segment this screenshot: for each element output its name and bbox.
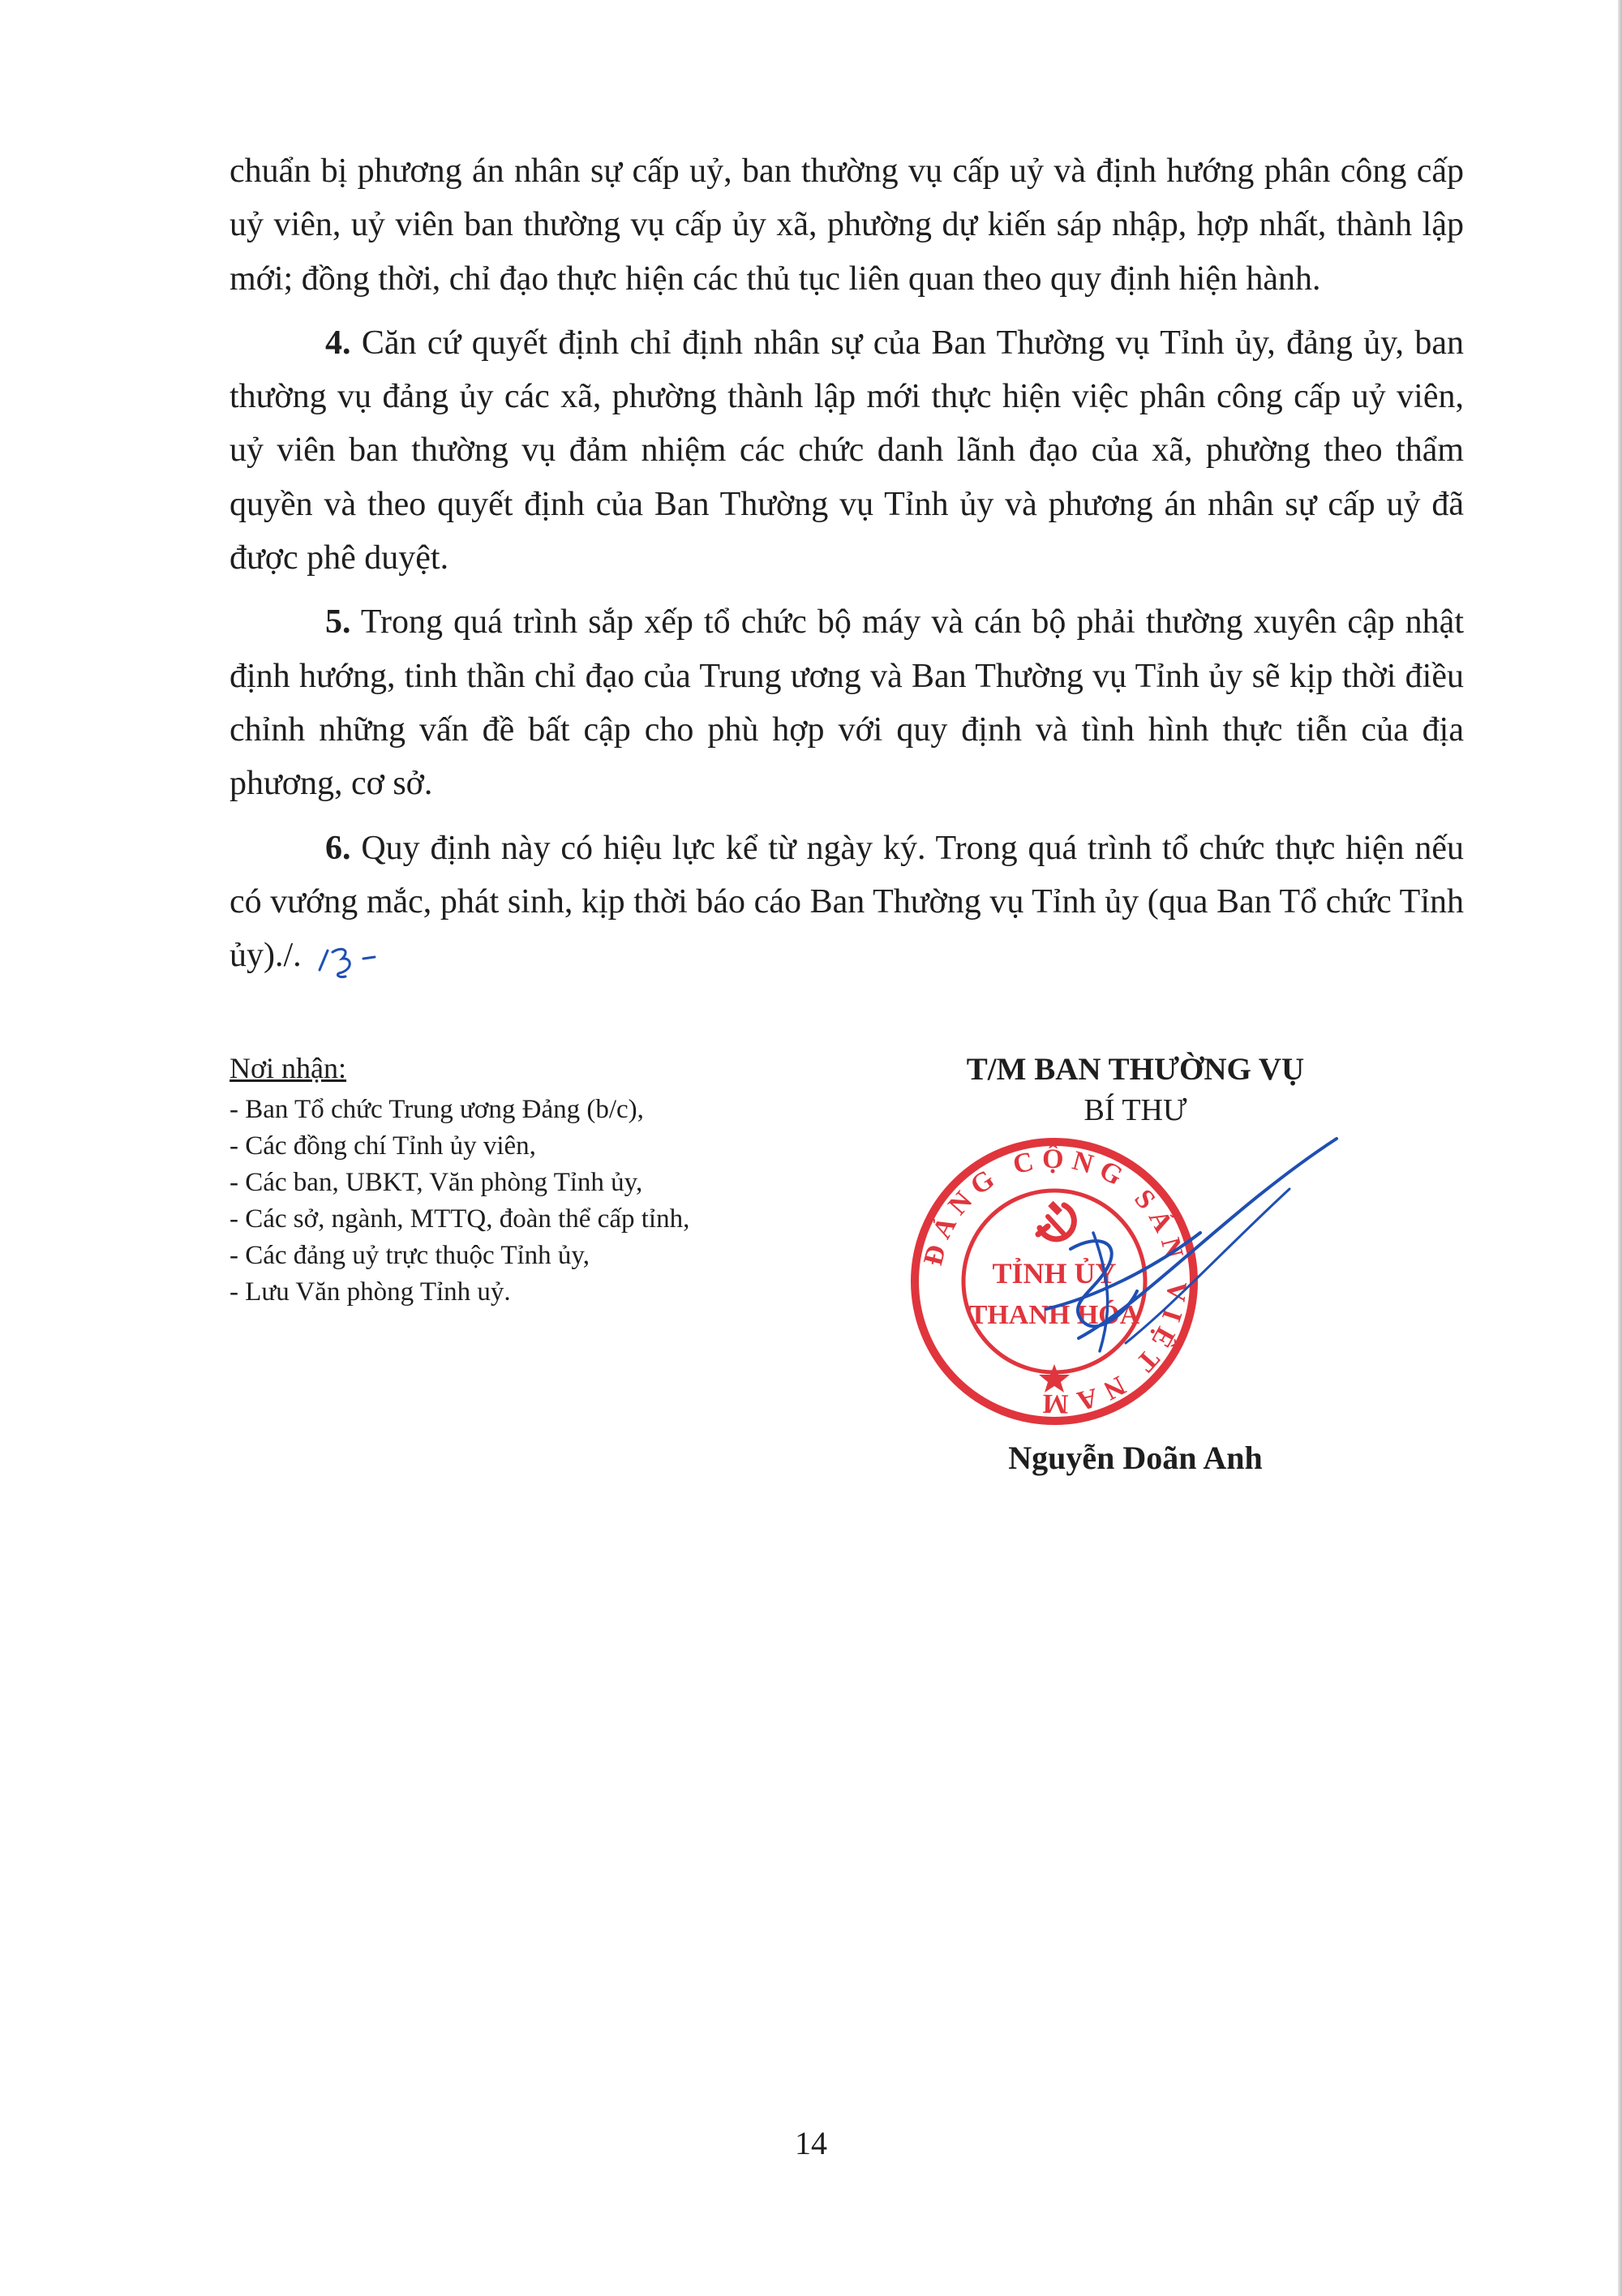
paragraph-item-4 [230,316,1464,585]
recipients-list [230,1092,862,1311]
seal-center-line-2: THANH HÓA [968,1300,1140,1330]
paragraph-item-6 [230,822,1464,983]
paragraph-text: Quy định này có hiệu lực kể từ ngày ký. Trong quá trình tổ chức thực hiện nếu có vướng mắc, phát sinh, kịp thời báo cáo Ban Thường vụ Tỉnh ủy (qua Ban Tổ chức Tỉnh ủy)./. [230,829,1465,975]
recipients-title: Nơi nhận: [230,1052,347,1084]
document-body [230,144,1464,982]
official-seal [908,1111,1395,1452]
signature-title: BÍ THƯ [1083,1093,1187,1127]
recipient-item: - Ban Tổ chức Trung ương Đảng (b/c), [230,1095,644,1124]
paragraph-item-5 [230,595,1464,810]
signer-name: Nguyễn Doãn Anh [1008,1440,1263,1476]
recipient-item: - Các đồng chí Tỉnh ủy viên, [230,1131,536,1161]
recipient-item: - Các ban, UBKT, Văn phòng Tỉnh ủy, [230,1168,643,1197]
paragraph-number: 6. [325,829,351,867]
paragraph-text: Căn cứ quyết định chỉ định nhân sự của Ban Thường vụ Tỉnh ủy, đảng ủy, ban thường vụ đảng ủy các xã, phường thành lập mới thực hiện việc phân công cấp uỷ viên, uỷ viên ban thường vụ đảm nhiệm các chức danh lãnh đạo của xã, phường theo thẩm quyền và theo quyết định của Ban Thường vụ Tỉnh ủy và phương án nhân sự cấp uỷ đã được phê duyệt. [230,324,1464,577]
seal-center-line-1: TỈNH ỦY [992,1257,1117,1290]
page-number: 14 [795,2125,827,2161]
paragraph-text: Trong quá trình sắp xếp tổ chức bộ máy và cán bộ phải thường xuyên cập nhật định hướng, tinh thần chỉ đạo của Trung ương và Ban Thường vụ Tỉnh ủy sẽ kịp thời điều chỉnh những vấn đề bất cập cho phù hợp với quy định và tình hình thực tiễn của địa phương, cơ sở. [230,603,1464,803]
hammer-sickle-icon [1038,1201,1074,1239]
handwritten-initial-mark [315,938,393,980]
paragraph-number: 4. [325,324,351,362]
recipient-item: - Lưu Văn phòng Tỉnh uỷ. [230,1277,511,1307]
signature-organization: T/M BAN THƯỜNG VỤ [966,1052,1305,1087]
recipient-item: - Các đảng uỷ trực thuộc Tỉnh ủy, [230,1241,590,1270]
seal-ring-text: ĐẢNG CỘNG SẢN VIỆT NAM [917,1144,1192,1419]
paragraph-text: chuẩn bị phương án nhân sự cấp uỷ, ban thường vụ cấp uỷ và định hướng phân công cấp uỷ viên, uỷ viên ban thường vụ cấp ủy xã, phường dự kiến sáp nhập, hợp nhất, thành lập mới; đồng thời, chỉ đạo thực hiện các thủ tục liên quan theo quy định hiện hành. [230,152,1464,298]
paragraph-number: 5. [325,603,351,642]
paragraph-continued [230,144,1464,306]
scan-edge-shadow [1618,0,1622,2296]
star-icon [1039,1364,1070,1393]
recipients-block [230,1046,862,1311]
recipient-item: - Các sở, ngành, MTTQ, đoàn thể cấp tỉnh, [230,1204,690,1234]
